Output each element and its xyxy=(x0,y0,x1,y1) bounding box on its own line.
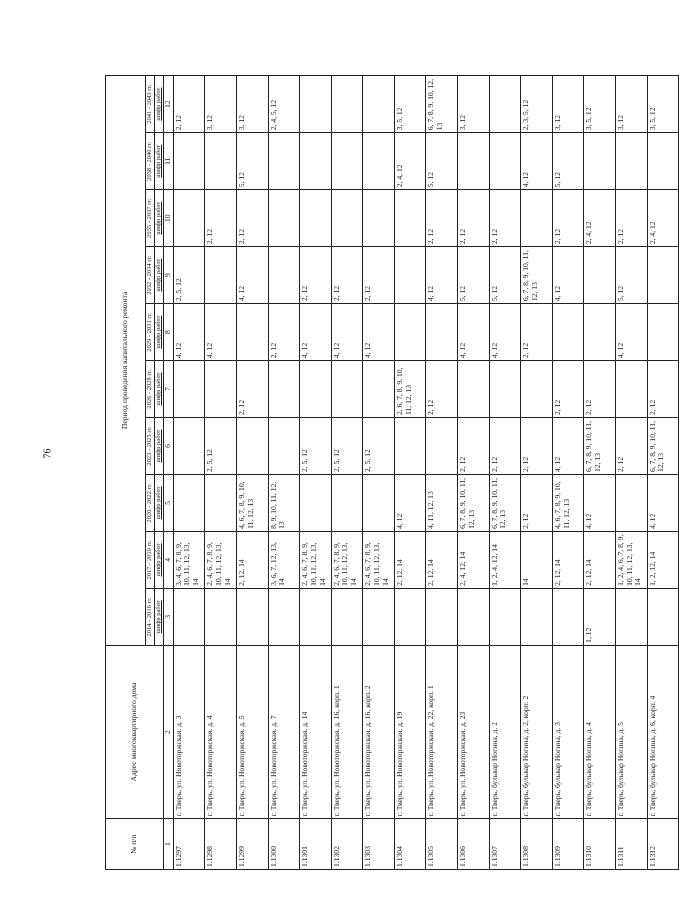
column-index: 5 xyxy=(164,474,174,531)
table-row xyxy=(426,76,458,870)
work-cipher-cell xyxy=(584,247,616,304)
work-cipher-cell xyxy=(552,304,584,361)
work-cipher-cell: 2, 12 xyxy=(458,190,490,247)
work-cipher-cell: 2, 12, 14 xyxy=(552,531,584,588)
column-index: 4 xyxy=(164,531,174,588)
work-cipher-cell: 2, 12 xyxy=(458,418,490,475)
work-cipher-cell: 2, 12 xyxy=(521,418,553,475)
work-cipher-cell: 2, 12 xyxy=(331,247,363,304)
work-cipher-cell xyxy=(647,133,679,190)
work-cipher-cell xyxy=(300,133,332,190)
work-cipher-cell: 4, 12 xyxy=(458,304,490,361)
header-address: Адрес многоквартирного дома xyxy=(106,645,164,818)
table-row xyxy=(236,76,268,870)
work-cipher-cell xyxy=(363,133,395,190)
work-cipher-cell: 2, 4, 12, 14 xyxy=(458,531,490,588)
row-address: г. Тверь, ул. Новоторжская, д. 16, корп. 2 xyxy=(363,645,395,818)
table-row xyxy=(616,76,648,870)
work-cipher-cell xyxy=(331,190,363,247)
work-cipher-cell xyxy=(300,76,332,133)
work-cipher-cell xyxy=(394,418,426,475)
work-cipher-cell: 3, 12 xyxy=(616,76,648,133)
row-number: 1.1306 xyxy=(458,819,490,870)
page-number: 76 xyxy=(42,448,54,459)
work-cipher-cell: 2, 12 xyxy=(300,247,332,304)
work-cipher-cell: 6, 7, 8, 9, 10, 11, 12, 13 xyxy=(489,474,521,531)
row-address: г. Тверь, бульвар Ногина, д. 4 xyxy=(584,645,616,818)
work-cipher-cell xyxy=(300,361,332,418)
work-cipher-cell xyxy=(236,588,268,645)
work-cipher-cell xyxy=(426,304,458,361)
column-index: 10 xyxy=(164,190,174,247)
work-cipher-cell: 4, 12 xyxy=(489,304,521,361)
work-cipher-cell xyxy=(173,474,205,531)
work-cipher-cell xyxy=(647,588,679,645)
row-address: г. Тверь, ул. Новоторжская, д. 7 xyxy=(268,645,300,818)
row-address: г. Тверь, бульвар Ногина, д. 2, корп. 2 xyxy=(521,645,553,818)
work-cipher-cell: 8, 9, 10, 11, 12, 13 xyxy=(268,474,300,531)
work-cipher-cell: 4, 12 xyxy=(300,304,332,361)
header-cipher-label: шифр работ xyxy=(155,418,164,475)
work-cipher-cell: 2, 12 xyxy=(236,190,268,247)
work-cipher-cell: 2, 12 xyxy=(552,190,584,247)
work-cipher-cell: 2, 12 xyxy=(363,247,395,304)
work-cipher-cell xyxy=(205,588,237,645)
header-period-range: 2026 - 2028 гг. xyxy=(146,361,155,418)
work-cipher-cell xyxy=(616,588,648,645)
header-period-range: 2032 - 2034 гг. xyxy=(146,247,155,304)
work-cipher-cell xyxy=(268,418,300,475)
work-cipher-cell xyxy=(268,133,300,190)
work-cipher-cell: 2, 4, 6, 7, 8, 9, 10, 11, 12, 13, 14 xyxy=(363,531,395,588)
work-cipher-cell xyxy=(363,361,395,418)
work-cipher-cell: 2, 5, 12 xyxy=(331,418,363,475)
work-cipher-cell: 6, 7, 8, 9, 10, 11, 12, 13 xyxy=(521,247,553,304)
work-cipher-cell xyxy=(268,247,300,304)
work-cipher-cell xyxy=(205,361,237,418)
work-cipher-cell: 2, 12 xyxy=(236,361,268,418)
work-cipher-cell: 3, 5, 12 xyxy=(584,76,616,133)
work-cipher-cell xyxy=(205,133,237,190)
work-cipher-cell: 4, 6, 7, 8, 9, 10, 11, 12, 13 xyxy=(552,474,584,531)
row-number: 1.1300 xyxy=(268,819,300,870)
work-cipher-cell xyxy=(363,474,395,531)
work-cipher-cell xyxy=(647,247,679,304)
work-cipher-cell: 4, 12 xyxy=(236,247,268,304)
work-cipher-cell xyxy=(584,304,616,361)
header-period-range: 2029 - 2031 гг. xyxy=(146,304,155,361)
row-number: 1.1299 xyxy=(236,819,268,870)
header-cipher-label: шифр работ xyxy=(155,247,164,304)
work-cipher-cell: 2, 5, 12 xyxy=(173,247,205,304)
header-cipher-label: шифр работ xyxy=(155,190,164,247)
work-cipher-cell: 5, 12 xyxy=(552,133,584,190)
work-cipher-cell: 2, 12 xyxy=(521,304,553,361)
table-row xyxy=(205,76,237,870)
row-address: г. Тверь, бульвар Ногина, д. 5 xyxy=(616,645,648,818)
row-number: 1.1303 xyxy=(363,819,395,870)
work-cipher-cell xyxy=(458,361,490,418)
work-cipher-cell: 4, 12 xyxy=(552,247,584,304)
work-cipher-cell xyxy=(268,588,300,645)
row-number: 1.1297 xyxy=(173,819,205,870)
work-cipher-cell xyxy=(173,588,205,645)
work-cipher-cell: 1, 2, 4, 12, 14 xyxy=(489,531,521,588)
work-cipher-cell: 4, 12 xyxy=(647,474,679,531)
work-cipher-cell: 2, 12 xyxy=(584,361,616,418)
table-row xyxy=(363,76,395,870)
work-cipher-cell: 2, 12 xyxy=(205,190,237,247)
header-row xyxy=(106,76,146,870)
row-number: 1.1311 xyxy=(616,819,648,870)
row-address: г. Тверь, ул. Новоторжская, д. 4 xyxy=(205,645,237,818)
column-index: 2 xyxy=(164,645,174,818)
work-cipher-cell: 4, 12 xyxy=(205,304,237,361)
work-cipher-cell: 2, 12 xyxy=(489,418,521,475)
row-address: г. Тверь, бульвар Ногина, д. 3 xyxy=(552,645,584,818)
work-cipher-cell xyxy=(331,588,363,645)
work-cipher-cell xyxy=(489,76,521,133)
work-cipher-cell xyxy=(300,588,332,645)
work-cipher-cell: 2, 5, 12 xyxy=(205,418,237,475)
work-cipher-cell: 2, 4, 12 xyxy=(584,190,616,247)
header-period-range: 2038 - 2040 гг. xyxy=(146,133,155,190)
column-index: 9 xyxy=(164,247,174,304)
work-cipher-cell: 4, 11, 12, 13 xyxy=(426,474,458,531)
work-cipher-cell xyxy=(268,361,300,418)
work-cipher-cell xyxy=(394,588,426,645)
work-cipher-cell: 2, 12 xyxy=(616,418,648,475)
row-address: г. Тверь, бульвар Ногина, д. 6, корп. 4 xyxy=(647,645,679,818)
header-cipher-label: шифр работ xyxy=(155,304,164,361)
work-cipher-cell xyxy=(521,588,553,645)
column-index: 8 xyxy=(164,304,174,361)
work-cipher-cell: 6, 7, 8, 9, 10, 12, 13 xyxy=(426,76,458,133)
work-cipher-cell: 14 xyxy=(521,531,553,588)
rotated-table-wrapper xyxy=(105,75,666,870)
work-cipher-cell xyxy=(331,474,363,531)
work-cipher-cell xyxy=(552,588,584,645)
work-cipher-cell: 5, 12 xyxy=(616,247,648,304)
table-row xyxy=(173,76,205,870)
header-period-range: 2023 - 2025 гг. xyxy=(146,418,155,475)
work-cipher-cell xyxy=(300,190,332,247)
work-cipher-cell: 3, 12 xyxy=(205,76,237,133)
work-cipher-cell: 5, 12 xyxy=(236,133,268,190)
work-cipher-cell: 3, 5, 12 xyxy=(647,76,679,133)
work-cipher-cell: 4, 12 xyxy=(426,247,458,304)
row-number: 1.1298 xyxy=(205,819,237,870)
work-cipher-cell xyxy=(616,133,648,190)
work-cipher-cell xyxy=(205,474,237,531)
work-cipher-cell: 1, 2, 12, 14 xyxy=(647,531,679,588)
row-number: 1.1302 xyxy=(331,819,363,870)
header-period-range: 2020 - 2022 гг. xyxy=(146,474,155,531)
column-index: 7 xyxy=(164,361,174,418)
work-cipher-cell xyxy=(173,133,205,190)
row-address: г. Тверь, бульвар Ногина, д. 2 xyxy=(489,645,521,818)
work-cipher-cell: 2, 5, 12 xyxy=(300,418,332,475)
header-period-range: 2014 - 2016 гг. xyxy=(146,588,155,645)
work-cipher-cell xyxy=(616,474,648,531)
work-cipher-cell: 2, 12 xyxy=(647,361,679,418)
header-cipher-label: шифр работ xyxy=(155,76,164,133)
work-cipher-cell xyxy=(236,304,268,361)
work-cipher-cell: 6, 7, 8, 9, 10, 11, 12, 13 xyxy=(458,474,490,531)
table-row xyxy=(268,76,300,870)
work-cipher-cell xyxy=(363,76,395,133)
header-index-row xyxy=(164,76,174,870)
work-cipher-cell xyxy=(394,190,426,247)
work-cipher-cell: 4, 12 xyxy=(173,304,205,361)
work-cipher-cell xyxy=(205,247,237,304)
work-cipher-cell: 4, 12 xyxy=(584,474,616,531)
work-cipher-cell: 3, 4, 6, 7, 8, 9, 10, 11, 12, 13, 14 xyxy=(173,531,205,588)
work-cipher-cell xyxy=(173,190,205,247)
work-cipher-cell: 4, 12 xyxy=(363,304,395,361)
work-cipher-cell: 4, 12 xyxy=(521,133,553,190)
table-row xyxy=(489,76,521,870)
table-row xyxy=(300,76,332,870)
work-cipher-cell: 2, 5, 12 xyxy=(363,418,395,475)
table-row xyxy=(584,76,616,870)
header-period-range: 2041 - 2043 гг. xyxy=(146,76,155,133)
column-index: 3 xyxy=(164,588,174,645)
work-cipher-cell xyxy=(236,418,268,475)
work-cipher-cell: 2, 4, 5, 12 xyxy=(268,76,300,133)
column-index: 1 xyxy=(164,819,174,870)
row-address: г. Тверь, ул. Новоторжская, д. 14 xyxy=(300,645,332,818)
work-cipher-cell xyxy=(173,361,205,418)
work-cipher-cell xyxy=(647,304,679,361)
header-cipher-label: шифр работ xyxy=(155,361,164,418)
row-address: г. Тверь, ул. Новоторжская, д. 5 xyxy=(236,645,268,818)
work-cipher-cell xyxy=(521,190,553,247)
row-number: 1.1309 xyxy=(552,819,584,870)
work-cipher-cell xyxy=(394,247,426,304)
column-index: 6 xyxy=(164,418,174,475)
work-cipher-cell: 2, 6, 7, 8, 9, 10, 11, 12, 13 xyxy=(394,361,426,418)
work-cipher-cell xyxy=(584,133,616,190)
work-cipher-cell xyxy=(363,588,395,645)
work-cipher-cell: 2, 12 xyxy=(616,190,648,247)
header-cipher-label: шифр работ xyxy=(155,133,164,190)
work-cipher-cell: 2, 12, 14 xyxy=(426,531,458,588)
work-cipher-cell: 3, 12 xyxy=(552,76,584,133)
work-cipher-cell: 2, 4, 12 xyxy=(647,190,679,247)
work-cipher-cell xyxy=(268,190,300,247)
header-period-range: 2035 - 2037 гг. xyxy=(146,190,155,247)
work-cipher-cell: 5, 12 xyxy=(489,247,521,304)
work-cipher-cell xyxy=(331,133,363,190)
work-cipher-cell: 6, 7, 8, 9, 10, 11, 12, 13 xyxy=(584,418,616,475)
work-cipher-cell: 3, 6, 7, 12, 13, 14 xyxy=(268,531,300,588)
work-cipher-cell xyxy=(363,190,395,247)
work-cipher-cell xyxy=(394,304,426,361)
row-address: г. Тверь, ул. Новоторжская, д. 16, корп. 1 xyxy=(331,645,363,818)
work-cipher-cell: 1, 12 xyxy=(584,588,616,645)
capital-repair-schedule-table xyxy=(105,75,679,870)
row-number: 1.1304 xyxy=(394,819,426,870)
work-cipher-cell: 2, 12, 14 xyxy=(394,531,426,588)
row-number: 1.1312 xyxy=(647,819,679,870)
header-cipher-label: шифр работ xyxy=(155,588,164,645)
row-number: 1.1308 xyxy=(521,819,553,870)
work-cipher-cell: 2, 12, 14 xyxy=(236,531,268,588)
work-cipher-cell: 2, 12 xyxy=(552,361,584,418)
work-cipher-cell: 2, 12, 14 xyxy=(584,531,616,588)
table-row xyxy=(458,76,490,870)
work-cipher-cell: 2, 4, 12 xyxy=(394,133,426,190)
table-row xyxy=(521,76,553,870)
table-row xyxy=(647,76,679,870)
work-cipher-cell: 3, 12 xyxy=(236,76,268,133)
row-number: 1.1301 xyxy=(300,819,332,870)
work-cipher-cell: 2, 12 xyxy=(268,304,300,361)
work-cipher-cell: 2, 4, 6, 7, 8, 9, 10, 11, 12, 13, 14 xyxy=(205,531,237,588)
work-cipher-cell: 4, 12 xyxy=(331,304,363,361)
row-address: г. Тверь, ул. Новоторжская, д. 19 xyxy=(394,645,426,818)
work-cipher-cell: 2, 12 xyxy=(426,361,458,418)
work-cipher-cell: 3, 12 xyxy=(458,76,490,133)
work-cipher-cell: 4, 12 xyxy=(552,418,584,475)
header-cipher-label: шифр работ xyxy=(155,531,164,588)
row-number: 1.1307 xyxy=(489,819,521,870)
work-cipher-cell: 2, 12 xyxy=(173,76,205,133)
work-cipher-cell xyxy=(489,361,521,418)
header-num: № п/п xyxy=(106,819,164,870)
work-cipher-cell xyxy=(489,588,521,645)
work-cipher-cell xyxy=(300,474,332,531)
row-address: г. Тверь, ул. Новоторжская, д. 22, корп. 1 xyxy=(426,645,458,818)
work-cipher-cell: 4, 12 xyxy=(394,474,426,531)
header-period-range: 2017 - 2019 гг. xyxy=(146,531,155,588)
work-cipher-cell: 4, 6, 7, 8, 9, 10, 11, 12, 13 xyxy=(236,474,268,531)
table-row xyxy=(394,76,426,870)
work-cipher-cell: 2, 12 xyxy=(521,474,553,531)
row-address: г. Тверь, ул. Новоторжская, д. 3 xyxy=(173,645,205,818)
table-row xyxy=(552,76,584,870)
work-cipher-cell xyxy=(331,76,363,133)
work-cipher-cell xyxy=(426,588,458,645)
column-index: 12 xyxy=(164,76,174,133)
work-cipher-cell: 2, 4, 6, 7, 8, 9, 10, 11, 12, 13, 14 xyxy=(300,531,332,588)
row-address: г. Тверь, ул. Новоторжская, д. 23 xyxy=(458,645,490,818)
work-cipher-cell xyxy=(489,133,521,190)
work-cipher-cell xyxy=(616,361,648,418)
work-cipher-cell: 2, 3, 5, 12 xyxy=(521,76,553,133)
work-cipher-cell xyxy=(426,418,458,475)
work-cipher-cell: 6, 7, 8, 9, 10, 11, 12, 13 xyxy=(647,418,679,475)
table-row xyxy=(331,76,363,870)
work-cipher-cell: 4, 12 xyxy=(616,304,648,361)
work-cipher-cell xyxy=(458,588,490,645)
work-cipher-cell xyxy=(331,361,363,418)
header-period: Период проведения капитального ремонта xyxy=(106,76,146,646)
work-cipher-cell: 5, 12 xyxy=(426,133,458,190)
work-cipher-cell: 5, 12 xyxy=(458,247,490,304)
work-cipher-cell: 3, 5, 12 xyxy=(394,76,426,133)
row-number: 1.1310 xyxy=(584,819,616,870)
work-cipher-cell xyxy=(521,361,553,418)
work-cipher-cell xyxy=(173,418,205,475)
work-cipher-cell: 1, 2, 4, 6, 7, 8, 9, 10, 11, 12, 13, 14 xyxy=(616,531,648,588)
row-number: 1.1305 xyxy=(426,819,458,870)
work-cipher-cell xyxy=(458,133,490,190)
column-index: 11 xyxy=(164,133,174,190)
header-cipher-label: шифр работ xyxy=(155,474,164,531)
work-cipher-cell: 2, 12 xyxy=(426,190,458,247)
work-cipher-cell: 2, 12 xyxy=(489,190,521,247)
work-cipher-cell: 2, 4, 6, 7, 8, 9, 10, 11, 12, 13, 14 xyxy=(331,531,363,588)
